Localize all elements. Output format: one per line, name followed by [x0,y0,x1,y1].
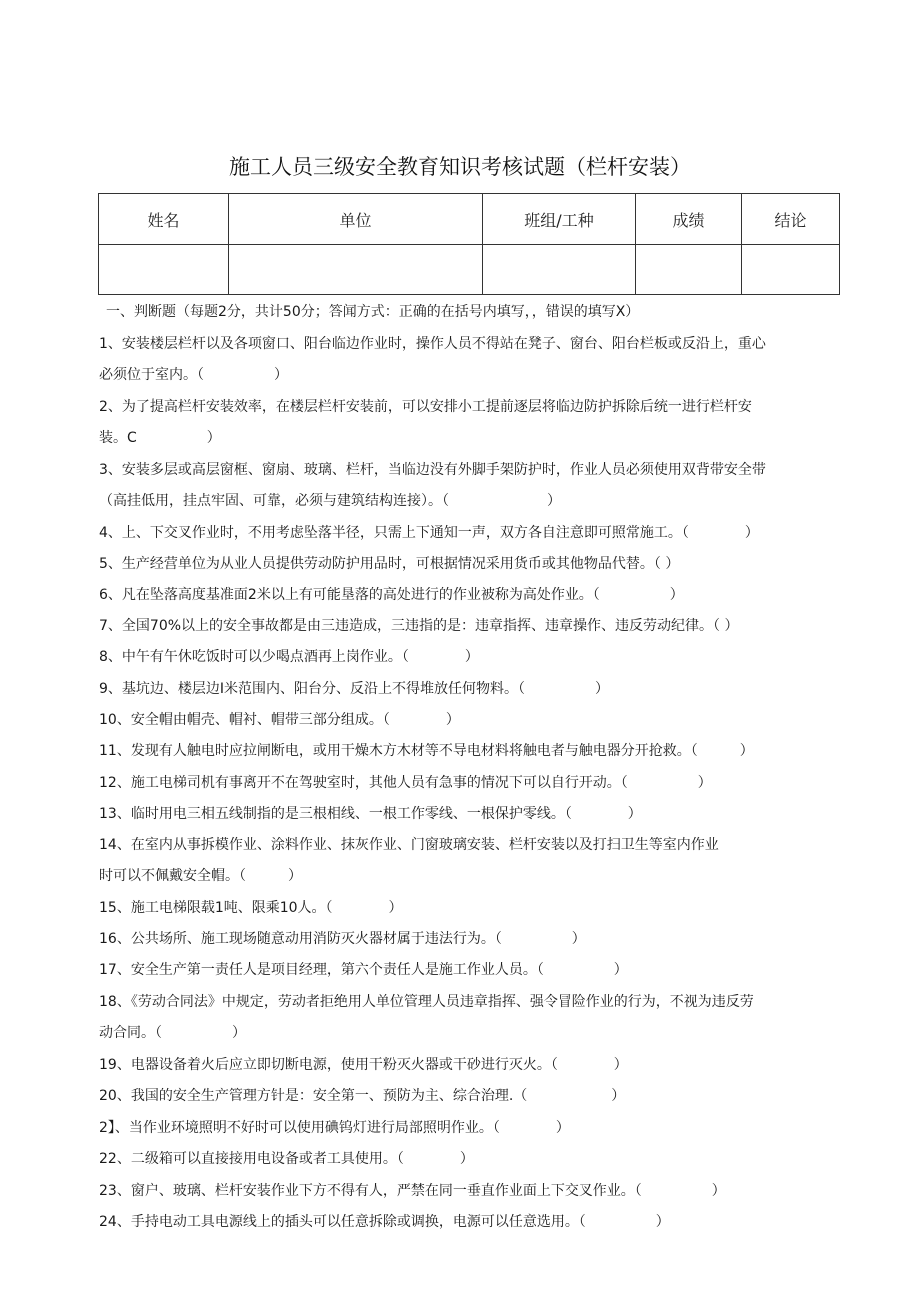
question-3-line-1: 3、安装多层或高层窗框、窗扇、玻璃、栏杆，当临边没有外脚手架防护时，作业人员必须使用双背带安全带 [99,462,766,478]
question-9: 9、基坑边、楼层边I米范围内、阳台分、反沿上不得堆放任何物料。（ ） [99,681,610,697]
examinee-info-table [98,193,840,295]
value-score[interactable] [636,245,742,295]
question-20: 20、我国的安全生产管理方针是：安全第一、预防为主、综合治理.（ ） [99,1088,626,1104]
question-5: 5、生产经营单位为从业人员提供劳动防护用品时，可根据情况采用货币或其他物品代替。（ ） [99,556,680,572]
page-title: 施工人员三级安全教育知识考核试题（栏杆安装） [229,155,691,179]
question-22: 22、二级箱可以直接接用电设备或者工具使用。（ ） [99,1151,474,1167]
question-18-line-1: 18、《劳动合同法》中规定，劳动者拒绝用人单位管理人员违章指挥、强令冒险作业的行为，不视为违反劳 [99,994,754,1010]
question-4: 4、上、下交叉作业时，不用考虑坠落半径，只需上下通知一声，双方各自注意即可照常施工。（ ） [99,525,759,541]
question-21: 2】、当作业环境照明不好时可以使用碘钨灯进行局部照明作业。（ ） [99,1120,570,1136]
question-7: 7、全国70%以上的安全事故都是由三违造成，三违指的是：违章指挥、违章操作、违反劳动纪律。（ ） [99,618,739,634]
header-name: 姓名 [99,194,229,245]
question-8: 8、中午有午休吃饭时可以少喝点酒再上岗作业。（ ） [99,649,479,665]
question-3-line-2: （高挂低用，挂点牢固、可靠，必须与建筑结构连接）。（ ） [99,493,561,509]
question-16: 16、公共场所、施工现场随意动用消防灭火器材属于违法行为。（ ） [99,931,586,947]
question-17: 17、安全生产第一责任人是项目经理，第六个责任人是施工作业人员。（ ） [99,962,628,978]
question-15: 15、施工电梯限载1吨、限乘10人。（ ） [99,900,403,916]
header-conclusion: 结论 [742,194,840,245]
section-header: 一、判断题（每题2分，共计50分；答闻方式：正确的在括号内填写，，错误的填写X） [106,304,640,320]
question-18-line-2: 动合同。（ ） [99,1025,246,1041]
value-name[interactable] [99,245,229,295]
question-12: 12、施工电梯司机有事离开不在驾驶室时，其他人员有急事的情况下可以自行开动。（ ） [99,775,712,791]
header-team-trade: 班组/工种 [483,194,636,245]
question-2-line-1: 2、为了提高栏杆安装效率，在楼层栏杆安装前，可以安排小工提前逐层将临边防护拆除后统一进行栏杆安 [99,399,752,415]
question-10: 10、安全帽由帽壳、帽衬、帽带三部分组成。（ ） [99,712,460,728]
question-14-line-2: 时可以不佩戴安全帽。（ ） [99,868,302,884]
question-6: 6、凡在坠落高度基准面2米以上有可能垦落的高处进行的作业被称为高处作业。（ ） [99,587,684,603]
info-value-row [99,245,840,295]
header-unit: 单位 [229,194,483,245]
question-1-line-2: 必须位于室内。（ ） [99,367,288,383]
value-unit[interactable] [229,245,483,295]
question-2-line-2: 装。C ） [99,430,221,446]
question-11: 11、发现有人触电时应拉闸断电，或用干燥木方木材等不导电材料将触电者与触电器分开抢救。（ ） [99,743,754,759]
header-score: 成绩 [636,194,742,245]
value-team-trade[interactable] [483,245,636,295]
value-conclusion[interactable] [742,245,840,295]
question-24: 24、手持电动工具电源线上的插头可以任意拆除或调换，电源可以任意选用。（ ） [99,1214,670,1230]
question-1-line-1: 1、安装楼层栏杆以及各项窗口、阳台临边作业时，操作人员不得站在凳子、窗台、阳台栏板或反沿上，重心 [99,336,766,352]
question-23: 23、窗户、玻璃、栏杆安装作业下方不得有人，严禁在同一垂直作业面上下交叉作业。（ ） [99,1183,726,1199]
question-19: 19、电器设备着火后应立即切断电源，使用干粉灭火器或干砂进行灭火。（ ） [99,1057,628,1073]
question-14-line-1: 14、在室内从事拆模作业、涂料作业、抹灰作业、门窗玻璃安装、栏杆安装以及打扫卫生等室内作业 [99,837,719,853]
info-header-row [99,194,840,245]
question-13: 13、临时用电三相五线制指的是三根相线、一根工作零线、一根保护零线。（ ） [99,806,642,822]
